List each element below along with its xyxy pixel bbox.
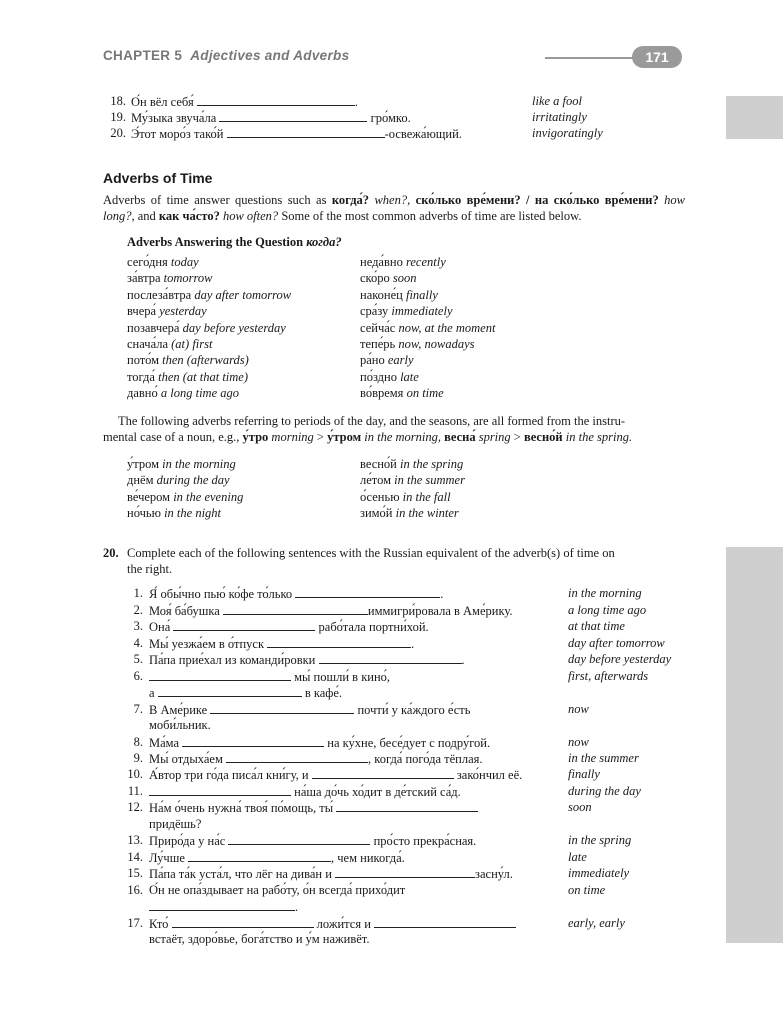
- list-item: снача́ла (at) first: [127, 337, 213, 351]
- list-item: весно́й in the spring: [360, 457, 464, 471]
- answer-blank[interactable]: [336, 800, 478, 812]
- exercise-line: Моя́ ба́бушка иммигри́ровала в Аме́рику.: [149, 604, 513, 618]
- list-item: но́чью in the night: [127, 506, 222, 520]
- list-item: сра́зу immediately: [360, 304, 453, 318]
- list-item: наконе́ц finally: [360, 288, 438, 302]
- exercise-line: Лу́чше , чем никогда́.: [149, 851, 405, 865]
- answer-blank[interactable]: [219, 110, 367, 122]
- answer-blank[interactable]: [227, 126, 385, 138]
- exercise-line: Кто́ ложи́тся и: [149, 916, 516, 932]
- answer-blank[interactable]: [223, 603, 368, 615]
- exercise-line: Му́зыка звуча́ла гро́мко.: [131, 111, 411, 125]
- list-item: сего́дня today: [127, 255, 199, 269]
- exercise-line: Э́тот моро́з тако́й -освежа́ющий.: [131, 127, 462, 141]
- answer-blank[interactable]: [210, 702, 354, 714]
- list-item: позавчера́ day before yesterday: [127, 321, 286, 335]
- list-item: ле́том in the summer: [360, 473, 465, 487]
- exercise-line: О́н вёл себя́ .: [131, 95, 358, 109]
- answer-blank[interactable]: [267, 636, 411, 648]
- answer-blank[interactable]: [312, 767, 454, 779]
- list-item: за́втра tomorrow: [127, 271, 213, 285]
- header-rule: [545, 57, 645, 59]
- exercise-line: на́ша до́чь хо́дит в де́тский са́д.: [149, 784, 461, 800]
- exercise-line: моби́льник.: [149, 718, 211, 732]
- list-item: во́время on time: [360, 386, 444, 400]
- list-item: о́сенью in the fall: [360, 490, 451, 504]
- list-item: вчера́ yesterday: [127, 304, 207, 318]
- exercise-line: Па́па прие́хал из команди́ровки .: [149, 653, 465, 667]
- list-item: зимо́й in the winter: [360, 506, 459, 520]
- page-number: 171: [632, 46, 682, 68]
- exercise-instruction: the right.: [127, 562, 173, 576]
- answer-blank[interactable]: [173, 619, 315, 631]
- exercise-line: Мы́ отдыха́ем , когда́ пого́да тёплая.: [149, 752, 483, 766]
- list-item: давно́ a long time ago: [127, 386, 239, 400]
- answer-blank[interactable]: [182, 735, 324, 747]
- exercise-line: На́м о́чень нужна́ твоя́ по́мощь, ты́: [149, 800, 478, 816]
- answer-blank[interactable]: [295, 586, 440, 598]
- list-item: тогда́ then (at that time): [127, 370, 249, 384]
- exercise-instruction: Complete each of the following sentences with the Russian equivalent of the adverb(s) of time on: [127, 546, 615, 560]
- exercise-line: Мы́ уезжа́ем в о́тпуск .: [149, 637, 415, 651]
- answer-blank[interactable]: [228, 833, 370, 845]
- list-subheading: Adverbs Answering the Question когда?: [127, 235, 342, 249]
- list-item: неда́вно recently: [360, 255, 446, 269]
- exercise-line: В Аме́рике почти́ у ка́ждого е́сть: [149, 703, 471, 717]
- exercise-line: .: [149, 899, 298, 915]
- thumb-tab-top: [726, 96, 783, 139]
- answer-blank[interactable]: [172, 916, 314, 928]
- chapter-title: Adjectives and Adverbs: [190, 48, 350, 63]
- item-number: 18.: [110, 94, 126, 108]
- list-item: по́здно late: [360, 370, 419, 384]
- exercise-line: встаёт, здоро́вье, бога́тство и у́м наживёт.: [149, 932, 370, 946]
- answer-blank[interactable]: [149, 899, 295, 911]
- answer-blank[interactable]: [335, 866, 475, 878]
- exercise-line: Она́ рабо́тала портни́хой.: [149, 620, 429, 634]
- list-item: послеза́втра day after tomorrow: [127, 288, 292, 302]
- exercise-line: мы́ пошли́ в кино́,: [149, 669, 390, 685]
- answer-blank[interactable]: [197, 94, 355, 106]
- exercise-line: Я́ обы́чно пью́ ко́фе то́лько .: [149, 587, 444, 601]
- answer-blank[interactable]: [149, 669, 291, 681]
- exercise-line: Ма́ма на ку́хне, бесе́дует с подру́гой.: [149, 736, 491, 750]
- section-heading: Adverbs of Time: [103, 170, 213, 186]
- item-hint: like a fool: [532, 94, 582, 108]
- list-item: ве́чером in the evening: [127, 490, 244, 504]
- item-number: 19.: [110, 110, 126, 124]
- list-item: у́тром in the morning: [127, 457, 236, 471]
- list-item: ско́ро soon: [360, 271, 417, 285]
- list-item: ра́но early: [360, 353, 414, 367]
- list-item: тепе́рь now, nowadays: [360, 337, 475, 351]
- list-item: сейча́с now, at the moment: [360, 321, 496, 335]
- paragraph-line: mental case of a noun, e.g., у́тро morning > у́тром in the morning, весна́ spring > весно́й in the spring.: [103, 430, 633, 444]
- exercise-line: а в кафе́.: [149, 686, 343, 700]
- exercise-line: Па́па та́к уста́л, что лёг на дива́н и засну́л.: [149, 867, 513, 881]
- answer-blank[interactable]: [188, 850, 331, 862]
- exercise-line: О́н не опа́здывает на рабо́ту, о́н всегда́ прихо́дит: [149, 883, 406, 897]
- thumb-tab-bottom: [726, 547, 783, 943]
- exercise-number: 20.: [103, 546, 119, 560]
- answer-blank[interactable]: [149, 784, 291, 796]
- list-item: днём during the day: [127, 473, 230, 487]
- item-number: 20.: [110, 126, 126, 140]
- running-header: [103, 48, 349, 63]
- exercise-line: Приро́да у на́с про́сто прекра́сная.: [149, 834, 477, 848]
- item-hint: irritatingly: [532, 110, 587, 124]
- exercise-line: А́втор три го́да писа́л кни́гу, и зако́нчил её.: [149, 768, 523, 782]
- exercise-line: придёшь?: [149, 817, 202, 831]
- answer-blank[interactable]: [319, 652, 462, 664]
- chapter-label: CHAPTER 5: [103, 48, 183, 63]
- intro-paragraph: Adverbs of time answer questions such as когда́? when?, ско́лько вре́мени? / на ско́лько вре́мени? how long?, and как ча́сто? how often? Some of the most common adverbs of time are listed below.: [103, 193, 686, 223]
- answer-blank[interactable]: [158, 685, 302, 697]
- answer-blank[interactable]: [226, 751, 368, 763]
- paragraph-line: The following adverbs referring to periods of the day, and the seasons, are all formed from the instru-: [118, 414, 626, 428]
- answer-blank[interactable]: [374, 916, 516, 928]
- item-hint: invigoratingly: [532, 126, 603, 140]
- list-item: пото́м then (afterwards): [127, 353, 249, 367]
